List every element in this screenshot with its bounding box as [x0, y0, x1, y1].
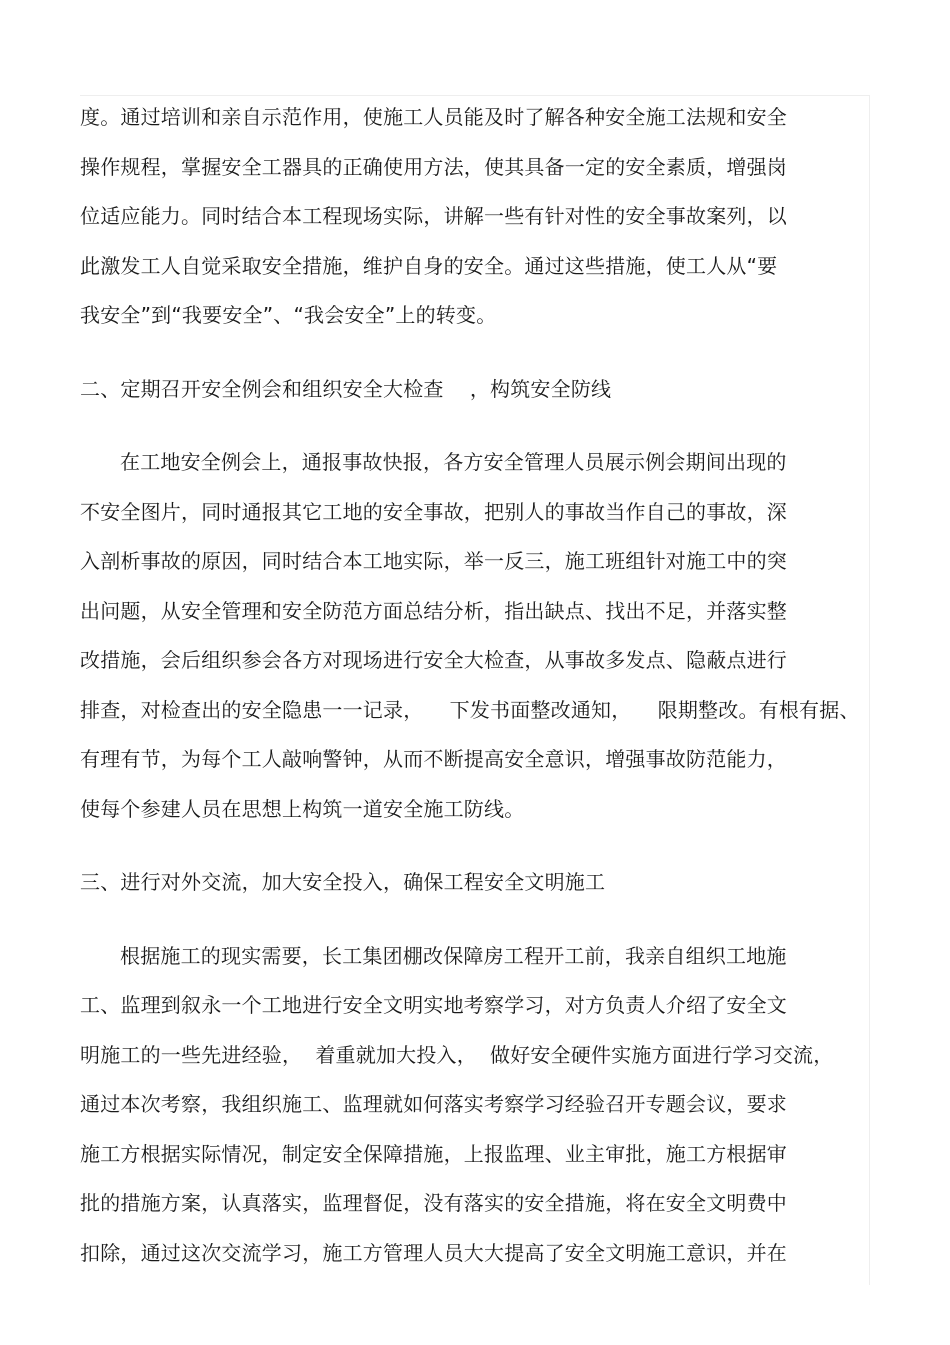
- section-heading-2: 二、定期召开安全例会和组织安全大检查 ，构筑安全防线: [80, 376, 612, 401]
- text-line: 不安全图片，同时通报其它工地的安全事故，把别人的事故当作自己的事故，深: [80, 499, 787, 524]
- text-line: 根据施工的现实需要，长工集团棚改保障房工程开工前，我亲自组织工地施: [120, 943, 787, 968]
- text-line: 改措施，会后组织参会各方对现场进行安全大检查，从事故多发点、隐蔽点进行: [80, 648, 787, 672]
- text-line: 有理有节，为每个工人敲响警钟，从而不断提高安全意识，增强事故防范能力，: [80, 747, 787, 771]
- text-line: 此激发工人自觉采取安全措施，维护自身的安全。通过这些措施，使工人从“要: [80, 253, 778, 278]
- text-line: 出问题，从安全管理和安全防范方面总结分析，指出缺点、找出不足，并落实整: [80, 598, 787, 623]
- paragraph-training: [80, 93, 870, 341]
- text-line: 施工方根据实际情况，制定安全保障措施，上报监理、业主审批，施工方根据审: [80, 1141, 787, 1166]
- text-line: 我安全”到“我要安全”、“我会安全”上的转变。: [80, 303, 497, 327]
- text-line: 使每个参建人员在思想上构筑一道安全施工防线。: [80, 796, 525, 821]
- paragraph-external-exchange: [80, 932, 870, 1279]
- text-line: 在工地安全例会上，通报事故快报，各方安全管理人员展示例会期间出现的: [120, 450, 787, 474]
- text-line: 明施工的一些先进经验， 着重就加大投入， 做好安全硬件实施方面进行学习交流，: [80, 1042, 834, 1067]
- text-line: 工、监理到叙永一个工地进行安全文明实地考察学习，对方负责人介绍了安全文: [80, 993, 787, 1017]
- text-line: 入剖析事故的原因，同时结合本工地实际，举一反三，施工班组针对施工中的突: [80, 549, 787, 573]
- text-line: 扣除，通过这次交流学习，施工方管理人员大大提高了安全文明施工意识，并在: [80, 1240, 787, 1265]
- text-line: 位适应能力。同时结合本工程现场实际，讲解一些有针对性的安全事故案列，以: [80, 204, 787, 228]
- text-line: 度。通过培训和亲自示范作用，使施工人员能及时了解各种安全施工法规和安全: [80, 105, 787, 129]
- text-line: 批的措施方案，认真落实，监理督促，没有落实的安全措施，将在安全文明费中: [80, 1191, 787, 1215]
- document-body: [80, 93, 870, 1278]
- section-heading-3: 三、进行对外交流，加大安全投入，确保工程安全文明施工: [80, 870, 606, 894]
- paragraph-safety-meetings: [80, 438, 870, 834]
- text-line: 排查，对检查出的安全隐患一一记录， 下发书面整改通知， 限期整改。有根有据、: [80, 697, 860, 722]
- text-line: 通过本次考察，我组织施工、监理就如何落实考察学习经验召开专题会议，要求: [80, 1092, 787, 1116]
- text-line: 操作规程，掌握安全工器具的正确使用方法，使其具备一定的安全素质，增强岗: [80, 154, 787, 179]
